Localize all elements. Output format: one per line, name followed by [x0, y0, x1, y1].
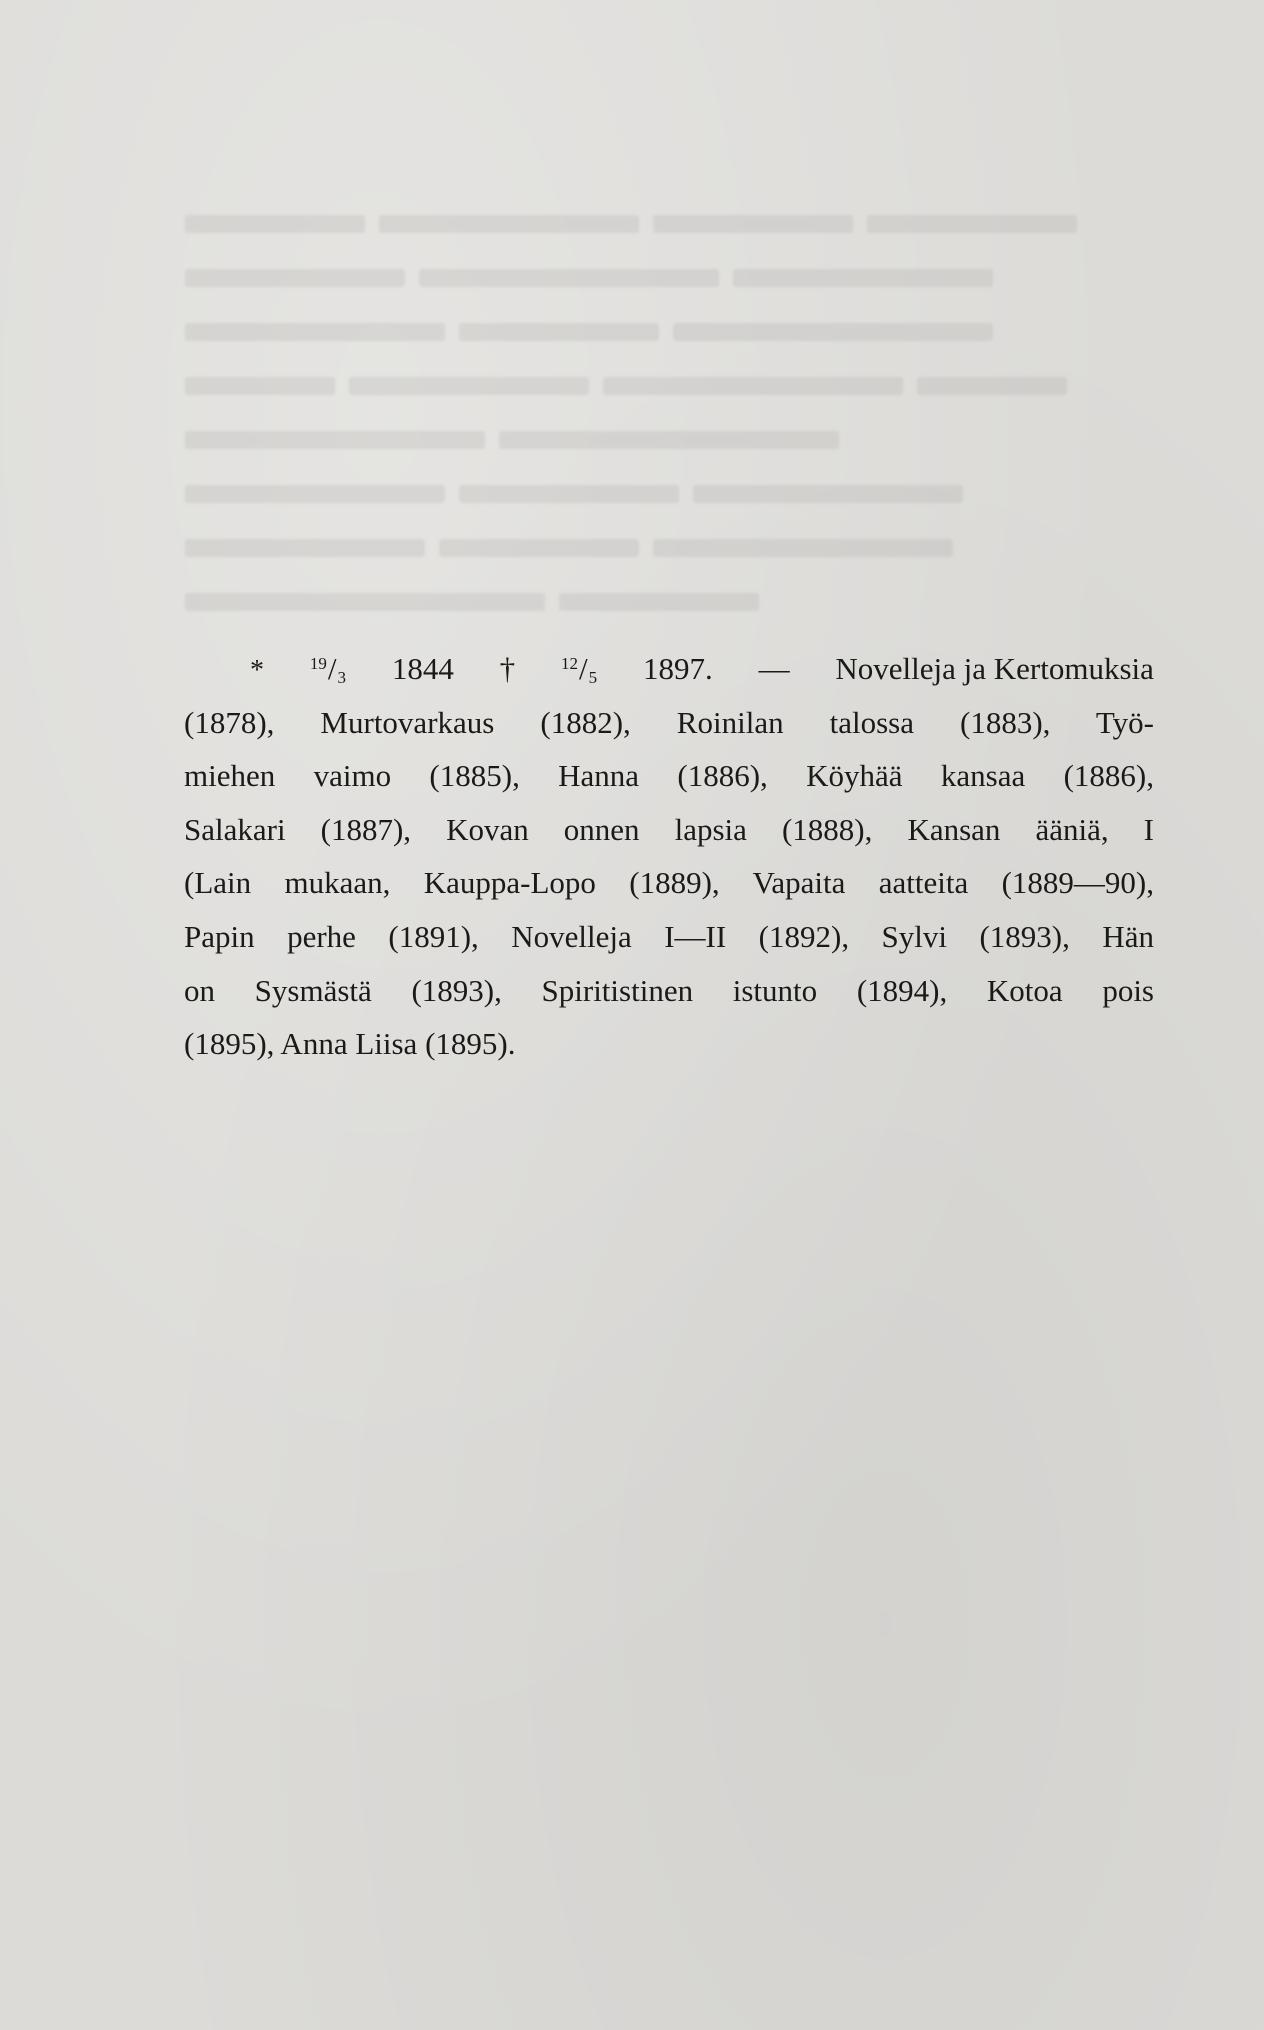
death-year: 1897.: [642, 651, 713, 686]
works-line-5: Papin perhe (1891), Novelleja I—II (1892), Sylvi (1893), Hän: [184, 918, 1154, 954]
birth-date: $^{19}/_3$: [309, 651, 346, 687]
birth-month: 3: [337, 668, 346, 687]
em-dash: —: [758, 651, 790, 686]
life-dates-line: [184, 642, 1154, 696]
author-biography: [184, 642, 1154, 1071]
works-line-4: (Lain mukaan, Kauppa-Lopo (1889), Vapaita aatteita (1889—90),: [184, 865, 1154, 901]
death-date: $^{12}/_5$: [561, 651, 598, 687]
works-line-7: (1895), Anna Liisa (1895).: [184, 1026, 516, 1062]
works-line-2: miehen vaimo (1885), Hanna (1886), Köyhää kansaa (1886),: [184, 758, 1154, 794]
works-line-6: on Sysmästä (1893), Spiritistinen istunto (1894), Kotoa pois: [184, 972, 1154, 1008]
works-line-1: (1878), Murtovarkaus (1882), Roinilan talossa (1883), Työ-: [184, 704, 1154, 740]
works-line-0: Novelleja ja Kertomuksia: [835, 651, 1154, 686]
birth-symbol: *: [250, 655, 264, 686]
death-day: 12: [561, 654, 578, 673]
death-symbol: †: [499, 651, 516, 686]
works-line-3: Salakari (1887), Kovan onnen lapsia (1888), Kansan ääniä, I: [184, 811, 1154, 847]
birth-day: 19: [309, 654, 327, 673]
bleed-through-text: [185, 195, 1165, 627]
birth-year: 1844: [391, 651, 454, 686]
death-month: 5: [588, 668, 598, 687]
